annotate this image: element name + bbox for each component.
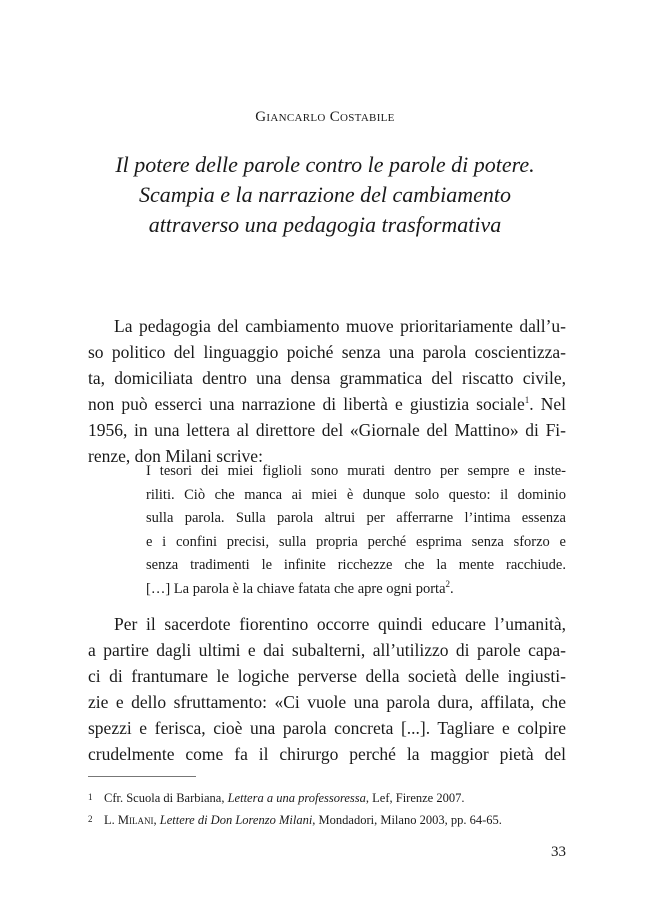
- footnote-2: [88, 812, 568, 828]
- body-paragraph-2: [88, 611, 566, 767]
- paragraph-line-text: non può esserci una narrazione di libertà e giustizia sociale: [88, 394, 525, 414]
- footnote-text: , Lef, Firenze 2007.: [365, 791, 465, 805]
- footnote-ref-1: 1: [524, 395, 530, 406]
- block-quote: [146, 460, 566, 601]
- title-line: Il potere delle parole contro le parole di potere.: [115, 152, 535, 177]
- footnote-text: Cfr. Scuola di Barbiana,: [104, 791, 228, 805]
- footnote-ref-2: 2: [445, 578, 451, 589]
- footnote-1: [88, 790, 568, 806]
- paragraph-line: a partire dagli ultimi e dai subalterni, all’utilizzo di parole capa-: [88, 640, 566, 660]
- quote-line: senza tradimenti le infinite ricchezze che la mente racchiude.: [146, 557, 566, 573]
- chapter-title: [60, 150, 590, 240]
- footnote-number: 1: [88, 792, 93, 802]
- paragraph-line: renze, don Milani scrive:: [88, 446, 263, 466]
- footnote-text: , Mondadori, Milano 2003, pp. 64-65.: [312, 813, 502, 827]
- paragraph-line: 1956, in una lettera al direttore del «Giornale del Mattino» di Fi-: [88, 420, 566, 440]
- quote-line-text: […] La parola è la chiave fatata che apre ogni porta: [146, 580, 446, 597]
- title-line: Scampia e la narrazione del cambiamento: [138, 182, 512, 207]
- paragraph-line: La pedagogia del cambiamento muove prioritariamente dall’u-: [114, 316, 566, 336]
- page-number: 33: [551, 844, 566, 860]
- title-line: attraverso una pedagogia trasformativa: [148, 212, 502, 237]
- paragraph-line: zie e dello sfruttamento: «Ci vuole una parola dura, affilata, che: [88, 692, 566, 712]
- quote-line-tail: .: [450, 580, 454, 597]
- footnote-text: ,: [153, 813, 160, 827]
- quote-line: I tesori dei miei figlioli sono murati dentro per sempre e inste-: [146, 463, 566, 479]
- body-paragraph-1: [88, 313, 566, 469]
- paragraph-line: Per il sacerdote fiorentino occorre quindi educare l’umanità,: [114, 614, 566, 634]
- paragraph-line: [88, 391, 566, 417]
- footnote-author: L. Milani: [104, 813, 154, 827]
- footnote-divider: [88, 776, 196, 777]
- quote-line: [146, 578, 566, 602]
- paragraph-line: ta, domiciliata dentro una densa grammatica del riscatto civile,: [88, 368, 566, 388]
- paragraph-line-tail: . Nel: [529, 394, 566, 414]
- paragraph-line: ci di frantumare le logiche perverse della società delle ingiusti-: [88, 666, 566, 686]
- quote-line: riliti. Ciò che manca ai miei è dunque solo questo: il dominio: [146, 486, 566, 503]
- footnote-number: 2: [88, 814, 93, 824]
- paragraph-line: crudelmente come fa il chirurgo perché la maggior pietà del: [88, 744, 566, 764]
- paragraph-line: so politico del linguaggio poiché senza una parola coscientizza-: [88, 342, 566, 362]
- chapter-author: Giancarlo Costabile: [255, 109, 395, 125]
- footnote-title: Lettera a una professoressa: [227, 791, 366, 805]
- quote-line: e i confini precisi, sulla propria perché esprima senza sforzo e: [146, 533, 566, 550]
- paragraph-line: spezzi e ferisca, cioè una parola concreta [...]. Tagliare e colpire: [88, 718, 566, 738]
- footnote-title: Lettere di Don Lorenzo Milani: [159, 813, 313, 827]
- quote-line: sulla parola. Sulla parola altrui per afferrarne l’intima essenza: [146, 510, 566, 526]
